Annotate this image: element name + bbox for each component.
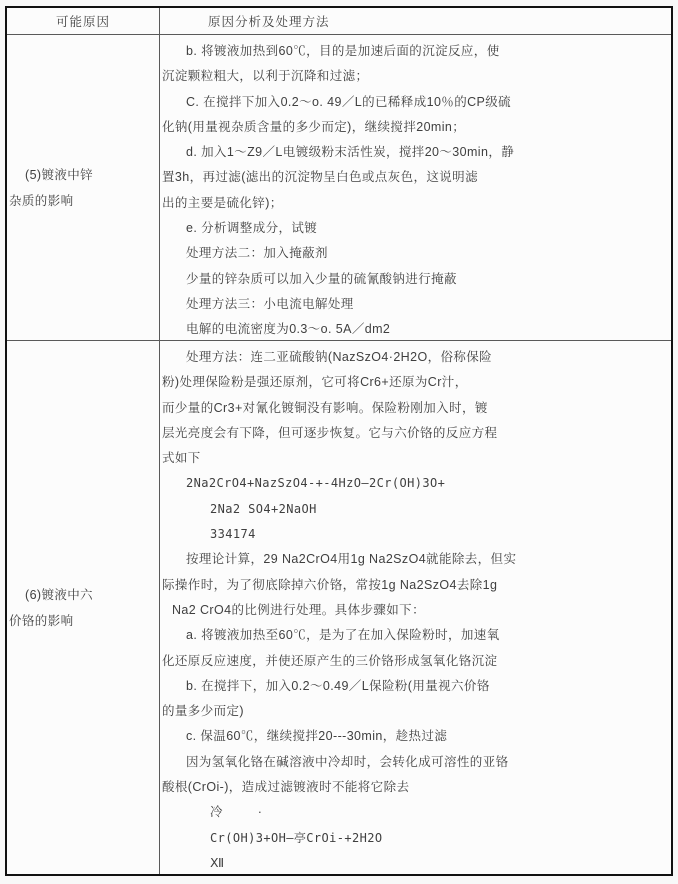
text-line: 的量多少而定) (162, 704, 244, 719)
text-line: C. 在搅拌下加入0.2～o. 49／L的已稀释成10％的CP级硫 (186, 94, 512, 109)
text-line: 冷 · (210, 805, 263, 820)
troubleshooting-table (5, 6, 673, 876)
text-line: 出的主要是硫化锌)； (162, 195, 283, 210)
analysis-cell-zinc-impurity (160, 35, 671, 341)
cause-line: 杂质的影响 (9, 193, 74, 208)
text-line: 沉淀颗粒粗大，以利于沉降和过滤； (162, 69, 369, 84)
header-analysis: 原因分析及处理方法 (160, 8, 671, 35)
text-line: 置3h，再过滤(滤出的沉淀物呈白色或点灰色，这说明滤 (162, 170, 478, 185)
text-line: 处理方法二：加入掩蔽剂 (186, 246, 328, 261)
text-line: b. 将镀液加热到60℃，目的是加速后面的沉淀反应，使 (186, 44, 500, 58)
text-line: Na2 CrO4的比例进行处理。具体步骤如下： (172, 602, 425, 617)
text-line: 处理方法：连二亚硫酸钠(NazSzO4·2H2O，俗称保险 (186, 350, 493, 364)
text-line: 式如下 (162, 451, 201, 466)
analysis-cell-hexavalent-chromium (160, 341, 671, 874)
text-line: c. 保温60℃，继续搅拌20---30min，趁热过滤 (186, 729, 448, 744)
text-line: 少量的锌杂质可以加入少量的硫氰酸钠进行掩蔽 (186, 271, 457, 286)
text-line: 按理论计算，29 Na2CrO4用1g Na2SzO4就能除去，但实 (186, 552, 517, 567)
text-line: 电解的电流密度为0.3～o. 5A／dm2 (186, 322, 391, 337)
text-line: 而少量的Cr3+对氰化镀铜没有影响。保险粉刚加入时，镀 (162, 400, 488, 415)
text-line: 际操作时，为了彻底除掉六价铬，常按1g Na2SzO4去除1g (162, 577, 498, 592)
header-cause: 可能原因 (7, 8, 160, 35)
text-line: 化还原反应速度，并使还原产生的三价铬形成氢氧化铬沉淀 (162, 653, 498, 668)
cause-line: (5)镀液中锌 (25, 167, 94, 182)
text-line: 层光亮度会有下降，但可逐步恢复。它与六价铬的反应方程 (162, 425, 498, 440)
cause-line: 价铬的影响 (9, 613, 74, 628)
text-line: 粉)处理保险粉是强还原剂，它可将Cr6+还原为Cr汁， (162, 375, 468, 390)
equation-number: 334174 (210, 527, 256, 542)
chemical-equation: 2Na2CrO4+NazSzO4-+-4HzO—2Cr(OH)3O+ (186, 476, 446, 491)
text-line: 化钠(用量视杂质含量的多少而定)，继续搅拌20min； (162, 119, 466, 134)
text-line: 酸根(CrOi-)，造成过滤镀液时不能将它除去 (162, 780, 410, 795)
chemical-equation: Cr(OH)3+OH—亭CrOi-+2H2O (210, 830, 383, 845)
cause-cell-hexavalent-chromium (7, 341, 160, 874)
text-line: b. 在搅拌下，加入0.2～0.49／L保险粉(用量视六价铬 (186, 678, 490, 693)
text-line: Ⅻ (210, 855, 225, 870)
text-line: a. 将镀液加热至60℃，是为了在加入保险粉时，加速氧 (186, 628, 500, 643)
cause-cell-zinc-impurity (7, 35, 160, 341)
text-line: 处理方法三：小电流电解处理 (186, 296, 354, 311)
text-line: e. 分析调整成分，试镀 (186, 221, 318, 236)
text-line: 因为氢氧化铬在碱溶液中冷却时，会转化成可溶性的亚铬 (186, 754, 509, 769)
text-line: d. 加入1～Z9／L电镀级粉末活性炭，搅拌20～30min，静 (186, 145, 515, 160)
chemical-equation: 2Na2 SO4+2NaOH (210, 501, 317, 516)
cause-line: (6)镀液中六 (25, 587, 94, 602)
